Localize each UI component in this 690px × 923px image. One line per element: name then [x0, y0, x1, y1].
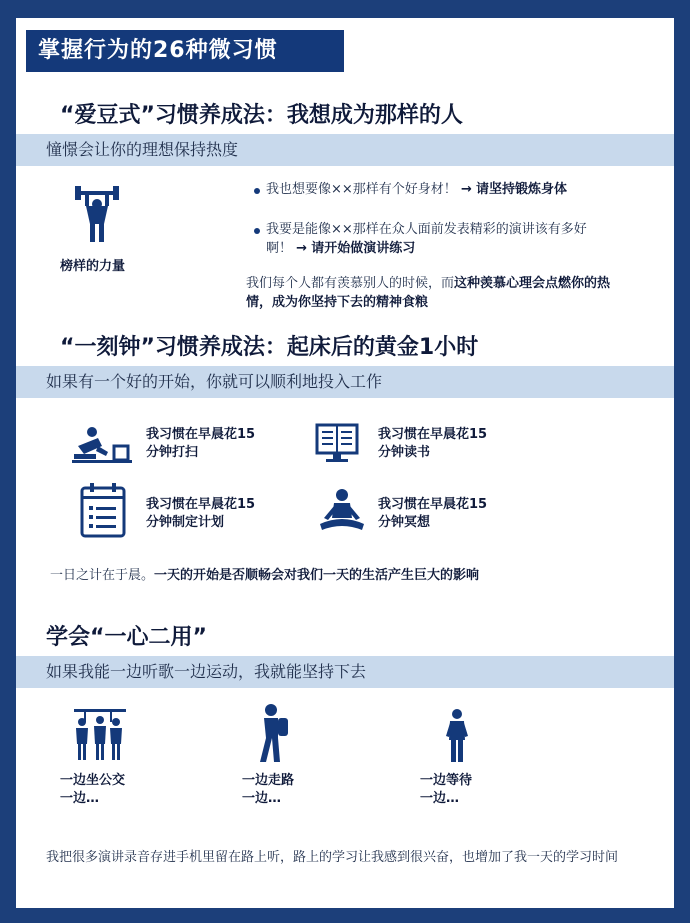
icon-label: 榜样的力量 [60, 259, 126, 274]
section3-band: 如果我能一边听歌一边运动，我就能坚持下去 [16, 656, 674, 688]
section2-heading: “一刻钟”习惯养成法：起床后的黄金1小时 [60, 335, 479, 360]
habit-label-cleaning: 我习惯在早晨花15分钟打扫 [146, 427, 256, 460]
section3-footer: 我把很多演讲录音存进手机里留在路上听，路上的学习让我感到很兴奋，也增加了我一天的学习时间 [46, 850, 619, 865]
checklist-icon [80, 482, 126, 538]
bullet-item-1: 我也想要像××那样有个好身材！ → 请坚持锻炼身体 [266, 182, 567, 197]
habit-label-reading: 我习惯在早晨花15分钟读书 [378, 427, 488, 460]
bullet-dot [254, 228, 260, 234]
meditation-icon [316, 488, 368, 532]
walking-icon [256, 704, 292, 764]
book-icon [314, 422, 360, 464]
bullet-item-2: 我要是能像××那样在众人面前发表精彩的演讲该有多好啊！ → 请开始做演讲练习 [266, 222, 587, 256]
multitask-label-bus: 一边坐公交 一边… [60, 773, 126, 806]
multitask-label-walking: 一边走路 一边… [242, 773, 295, 806]
habit-label-meditation: 我习惯在早晨花15分钟冥想 [378, 497, 488, 530]
weightlifter-icon [72, 182, 122, 244]
section2-note: 一日之计在于晨。一天的开始是否顺畅会对我们一天的生活产生巨大的影响 [50, 568, 480, 583]
section3-heading: 学会“一心二用” [46, 625, 207, 650]
section2-band: 如果有一个好的开始，你就可以顺利地投入工作 [16, 366, 674, 398]
bullet-dot [254, 188, 260, 194]
cleaning-icon [72, 424, 134, 464]
page-title: 掌握行为的26种微习惯 [26, 30, 344, 72]
infographic-card [16, 18, 674, 908]
section1-paragraph: 我们每个人都有羡慕别人的时候，而这种羡慕心理会点燃你的热情，成为你坚持下去的精神食粮 [246, 276, 611, 310]
waiting-person-icon [444, 708, 470, 764]
section1-band: 憧憬会让你的理想保持热度 [16, 134, 674, 166]
section1-heading: “爱豆式”习惯养成法：我想成为那样的人 [60, 103, 463, 128]
bus-passengers-icon [72, 708, 128, 762]
habit-label-planning: 我习惯在早晨花15分钟制定计划 [146, 497, 256, 530]
multitask-label-waiting: 一边等待 一边… [420, 773, 473, 806]
